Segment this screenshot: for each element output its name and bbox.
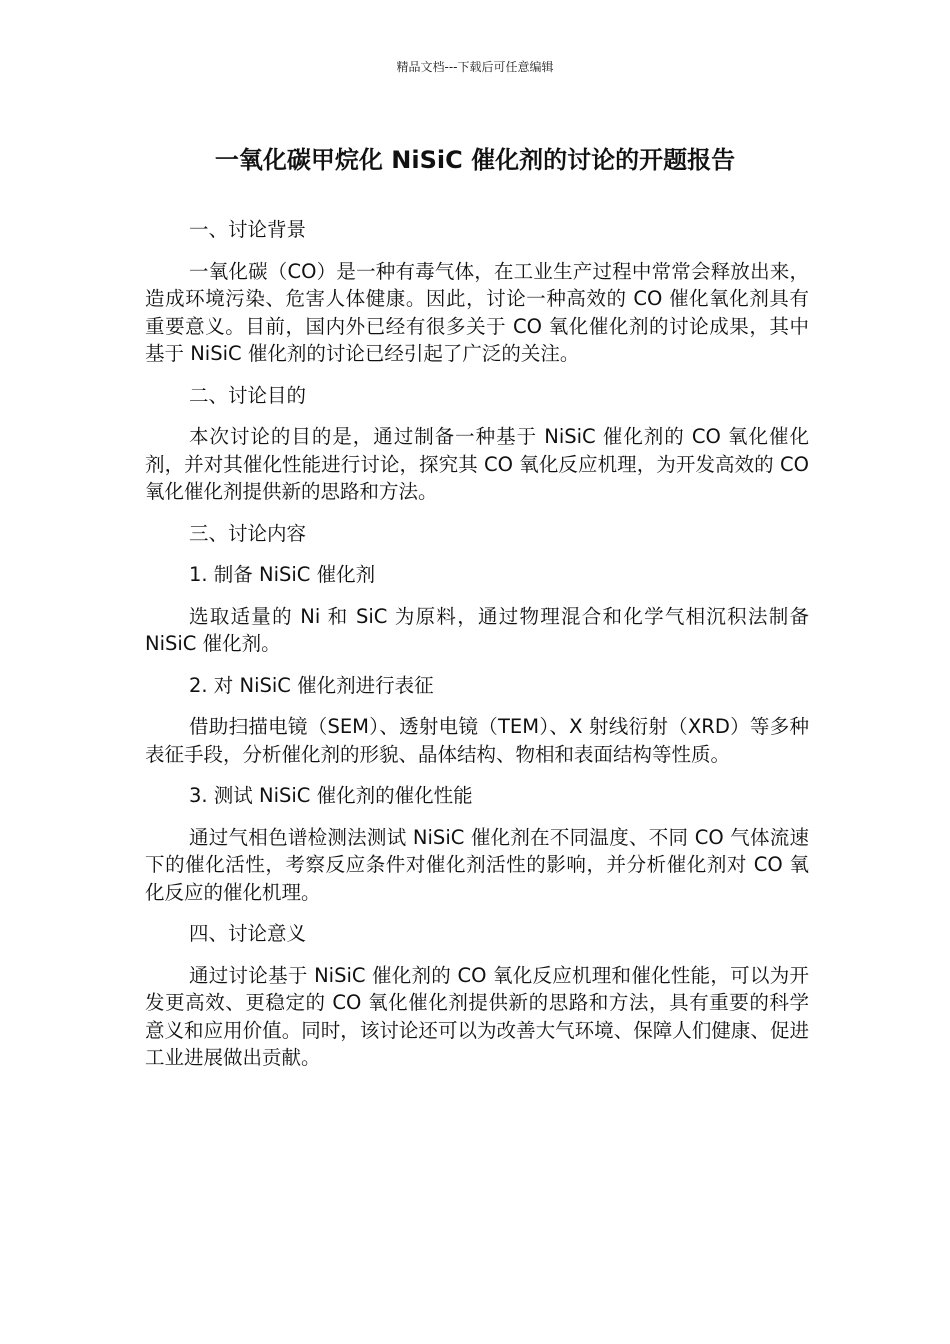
section-heading-background: 一、讨论背景	[189, 218, 307, 241]
paragraph-prepare-catalyst: 选取适量的 Ni 和 SiC 为原料，通过物理混合和化学气相沉积法制备 NiSiC 催化剂。	[145, 604, 809, 655]
paragraph-test-performance: 通过气相色谱检测法测试 NiSiC 催化剂在不同温度、不同 CO 气体流速下的催化活性，考察反应条件对催化剂活性的影响，并分析催化剂对 CO 氧化反应的催化机理。	[145, 825, 809, 904]
paragraph-significance: 通过讨论基于 NiSiC 催化剂的 CO 氧化反应机理和催化性能，可以为开发更高效、更稳定的 CO 氧化催化剂提供新的思路和方法，具有重要的科学意义和应用价值。同时，该讨论还可以为改善大气环境、保障人们健康、促进工业进展做出贡献。	[145, 963, 809, 1069]
paragraph-purpose: 本次讨论的目的是，通过制备一种基于 NiSiC 催化剂的 CO 氧化催化剂，并对其催化性能进行讨论，探究其 CO 氧化反应机理，为开发高效的 CO 氧化催化剂提供新的思路和方法。	[145, 425, 809, 503]
section-heading-purpose: 二、讨论目的	[189, 383, 307, 407]
page-header-note: 精品文档---下载后可任意编辑	[396, 60, 554, 74]
subheading-test-performance: 3. 测试 NiSiC 催化剂的催化性能	[189, 784, 473, 807]
document-title: 一氧化碳甲烷化 NiSiC 催化剂的讨论的开题报告	[214, 146, 736, 174]
paragraph-background: 一氧化碳（CO）是一种有毒气体，在工业生产过程中常常会释放出来，造成环境污染、危害人体健康。因此，讨论一种高效的 CO 催化氧化剂具有重要意义。目前，国内外已经有很多关于 CO 氧化催化剂的讨论成果，其中基于 NiSiC 催化剂的讨论已经引起了广泛的关注。	[145, 259, 809, 365]
section-heading-significance: 四、讨论意义	[189, 922, 307, 945]
subheading-prepare-catalyst: 1. 制备 NiSiC 催化剂	[189, 563, 376, 586]
paragraph-characterize-catalyst: 借助扫描电镜（SEM）、透射电镜（TEM）、X 射线衍射（XRD）等多种表征手段，分析催化剂的形貌、晶体结构、物相和表面结构等性质。	[145, 715, 809, 766]
section-heading-content: 三、讨论内容	[189, 521, 307, 545]
subheading-characterize-catalyst: 2. 对 NiSiC 催化剂进行表征	[189, 673, 434, 697]
document-body	[145, 216, 809, 1086]
